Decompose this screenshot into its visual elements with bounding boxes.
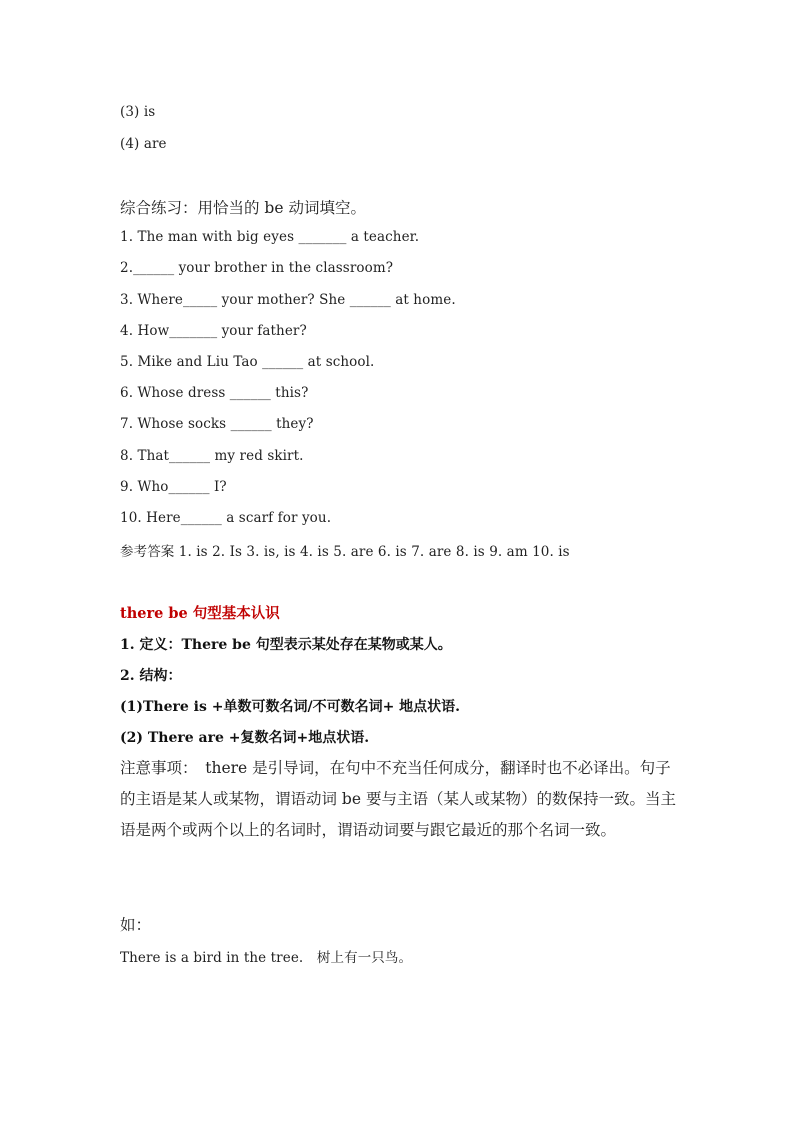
exercise-item: 4. How_______ your father?	[120, 323, 307, 339]
exercise-item: 7. Whose socks ______ they?	[120, 416, 314, 432]
exercise-item: 6. Whose dress ______ this?	[120, 385, 309, 401]
definition: 1. 定义：There be 句型表示某处存在某物或某人。	[120, 637, 452, 653]
exercise-item: 1. The man with big eyes _______ a teacher.	[120, 229, 420, 245]
exercise-item: 5. Mike and Liu Tao ______ at school.	[120, 354, 375, 370]
exercise-item: 3. Where_____ your mother? She ______ at home.	[120, 292, 456, 308]
structure-rule-1: (1)There is +单数可数名词/不可数名词+ 地点状语.	[120, 699, 461, 715]
section-heading: there be 句型基本认识	[120, 605, 280, 622]
example-label: 如：	[120, 916, 152, 934]
note-paragraph: 注意事项： there 是引导词，在句中不充当任何成分，翻译时也不必译出。句子的主语是某人或某物，谓语动词 be 要与主语（某人或某物）的数保持一致。当主语是两个或两个以上的名词时，谓语动词要与跟它最近的那个名词一致。	[120, 759, 676, 839]
example-sentence: There is a bird in the tree. 树上有一只鸟。	[120, 950, 413, 966]
structure-rule-2: (2) There are +复数名词+地点状语.	[120, 730, 370, 746]
exercise-item: 10. Here______ a scarf for you.	[120, 510, 332, 526]
answer-line-4: (4) are	[120, 136, 167, 152]
exercise-item: 2.______ your brother in the classroom?	[120, 260, 394, 276]
answer-key: 参考答案 1. is 2. Is 3. is, is 4. is 5. are 6. is 7. are 8. is 9. am 10. is	[120, 544, 570, 560]
answer-line-3: (3) is	[120, 104, 156, 120]
exercise-item: 9. Who______ I?	[120, 479, 227, 495]
exercise-item: 8. That______ my red skirt.	[120, 448, 304, 464]
structure-label: 2. 结构：	[120, 668, 182, 684]
exercise-title: 综合练习：用恰当的 be 动词填空。	[120, 199, 366, 217]
